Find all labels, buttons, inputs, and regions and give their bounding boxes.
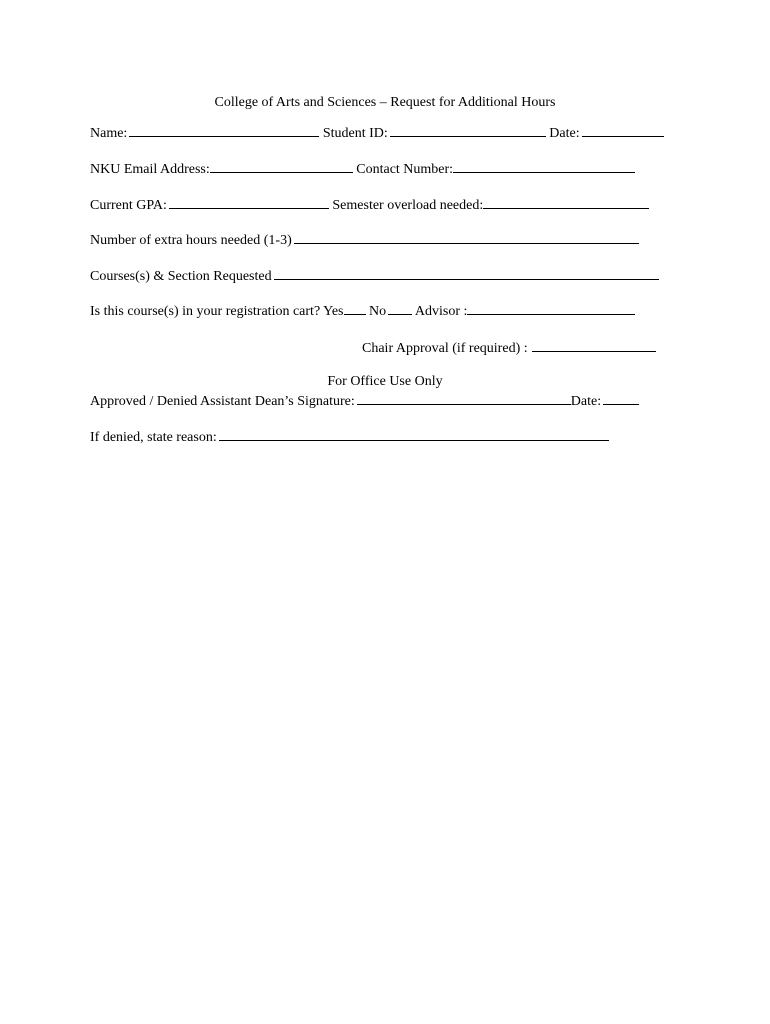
- email-field[interactable]: [210, 160, 353, 173]
- courses-field[interactable]: [274, 267, 659, 280]
- cart-no-field[interactable]: [388, 302, 412, 315]
- chair-field[interactable]: [532, 339, 656, 352]
- gpa-label: Current GPA:: [90, 198, 167, 213]
- row-courses: [90, 267, 659, 283]
- name-field[interactable]: [129, 124, 319, 137]
- signature-label: Approved / Denied Assistant Dean’s Signature:: [90, 394, 355, 409]
- semester-label: Semester overload needed:: [332, 198, 484, 213]
- office-use-heading: For Office Use Only: [327, 374, 443, 389]
- semester-field[interactable]: [483, 196, 649, 209]
- student-id-field[interactable]: [390, 124, 546, 137]
- extra-hours-label: Number of extra hours needed (1-3): [90, 233, 292, 248]
- student-id-label: Student ID:: [322, 126, 388, 141]
- chair-label: Chair Approval (if required) :: [362, 341, 528, 356]
- row-extra-hours: [90, 231, 639, 247]
- date-field-bottom[interactable]: [603, 392, 639, 405]
- reason-label: If denied, state reason:: [90, 430, 217, 445]
- contact-label: Contact Number:: [356, 162, 454, 177]
- gpa-field[interactable]: [169, 196, 329, 209]
- form-title: College of Arts and Sciences – Request for Additional Hours: [214, 95, 556, 110]
- date-label-top: Date:: [549, 126, 580, 141]
- row-reason: [90, 428, 609, 444]
- row-signature: [90, 392, 639, 408]
- row-chair: [362, 339, 656, 355]
- row-name: [90, 124, 664, 140]
- date-field-top[interactable]: [582, 124, 664, 137]
- signature-field[interactable]: [357, 392, 571, 405]
- reason-field[interactable]: [219, 428, 609, 441]
- row-gpa: [90, 196, 649, 212]
- row-cart: [90, 302, 635, 318]
- courses-label: Courses(s) & Section Requested: [90, 269, 272, 284]
- email-label: NKU Email Address:: [90, 162, 210, 177]
- row-email: [90, 160, 635, 176]
- cart-yes-field[interactable]: [344, 302, 366, 315]
- cart-question: Is this course(s) in your registration cart? Yes: [90, 304, 344, 319]
- extra-hours-field[interactable]: [294, 231, 639, 244]
- contact-field[interactable]: [453, 160, 635, 173]
- name-label: Name:: [90, 126, 128, 141]
- cart-no-label: No: [369, 304, 387, 319]
- advisor-label: Advisor :: [414, 304, 468, 319]
- date-label-bottom: Date:: [570, 394, 602, 409]
- advisor-field[interactable]: [467, 302, 635, 315]
